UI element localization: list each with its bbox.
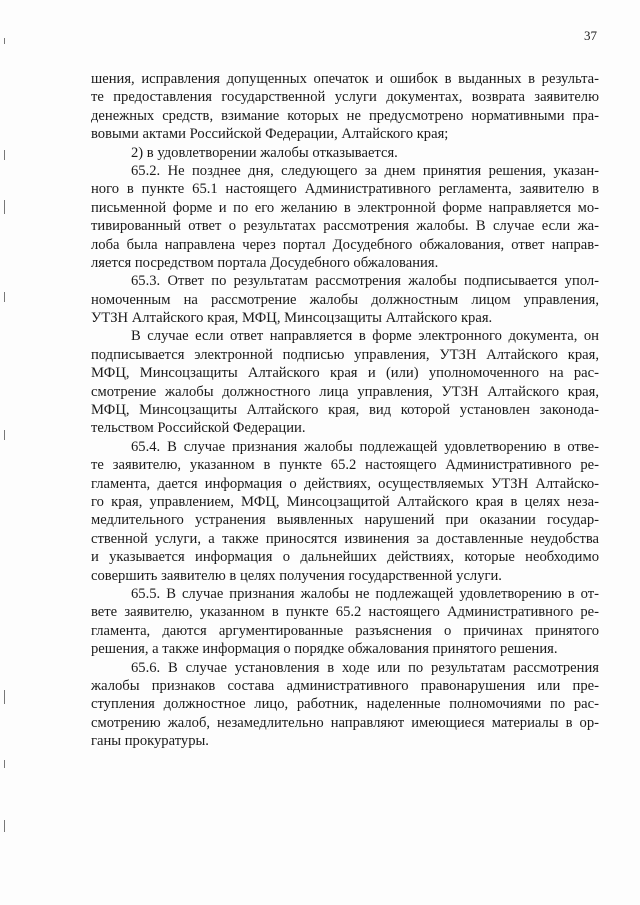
scan-margin-mark xyxy=(4,200,5,214)
text-line: гламента, даются аргументированные разъяснения о причинах принятого xyxy=(91,622,599,639)
text-line: го края, управлением, МФЦ, Минсоцзащитой Алтайского края в целях неза- xyxy=(91,493,599,510)
text-line: те предоставления государственной услуги документах, возврата заявителю xyxy=(91,89,599,106)
text-line: 65.3. Ответ по результатам рассмотрения жалобы подписывается упол- xyxy=(131,273,599,290)
text-line: вете заявителю, указанном в пункте 65.2 настоящего Административного ре- xyxy=(91,604,599,621)
text-line: тивированный ответ о результатах рассмотрения жалобы. В случае если жа- xyxy=(91,218,599,235)
text-line: медлительного устранения выявленных нарушений при оказании государ- xyxy=(91,512,599,529)
text-line: шения, исправления допущенных опечаток и ошибок в выданных в результа- xyxy=(91,71,599,87)
scan-margin-mark xyxy=(4,292,5,302)
text-line: подписывается электронной подписью управления, УТЗН Алтайского края, xyxy=(91,346,599,363)
text-line: ляется посредством портала Досудебного обжалования. xyxy=(91,254,439,271)
text-line: жалобы признаков состава административного правонарушения или пре- xyxy=(91,677,599,694)
text-line: 2) в удовлетворении жалобы отказывается. xyxy=(131,144,398,161)
text-line: ганы прокуратуры. xyxy=(91,733,209,750)
text-line: В случае если ответ направляется в форме электронного документа, он xyxy=(131,328,599,345)
text-line: 65.4. В случае признания жалобы подлежащей удовлетворению в отве- xyxy=(131,438,599,455)
text-line: МФЦ, Минсоцзащиты Алтайского края и (или) уполномоченного на рас- xyxy=(91,365,599,382)
scan-margin-mark xyxy=(4,690,5,704)
text-line: ступления должностное лицо, работник, наделенные полномочиями по рас- xyxy=(91,696,599,713)
text-line: МФЦ, Минсоцзащиты Алтайского края, вид которой установлен законода- xyxy=(91,402,599,419)
text-line: смотрение жалобы должностного лица управления, УТЗН Алтайского края, xyxy=(91,383,599,400)
text-line: совершить заявителю в целях получения государственной услуги. xyxy=(91,567,502,584)
scan-margin-mark xyxy=(4,150,5,160)
text-line: письменной форме и по его желанию в электронной форме направляется мо- xyxy=(91,199,599,216)
text-line: смотрению жалоб, незамедлительно направляют имеющиеся материалы в ор- xyxy=(91,714,599,731)
text-line: 65.5. В случае признания жалобы не подлежащей удовлетворению в от- xyxy=(131,585,599,602)
scan-margin-mark xyxy=(4,820,5,832)
text-line: ственной услуги, а также приносятся извинения за доставленные неудобства xyxy=(91,530,599,547)
text-line: УТЗН Алтайского края, МФЦ, Минсоцзащиты Алтайского края. xyxy=(91,310,493,327)
text-line: 65.6. В случае установления в ходе или по результатам рассмотрения xyxy=(131,659,599,676)
page-number: 37 xyxy=(584,28,597,43)
text-line: номоченным на рассмотрение жалобы должностным лицом управления, xyxy=(91,291,599,308)
text-line: 65.2. Не позднее дня, следующего за днем принятия решения, указан- xyxy=(131,162,599,179)
document-body-text xyxy=(91,70,599,750)
scan-margin-mark xyxy=(4,760,5,768)
scan-margin-mark xyxy=(4,38,5,44)
text-line: денежных средств, взимание которых не предусмотрено нормативными пра- xyxy=(91,107,599,124)
text-line: гламента, дается информация о действиях, осуществляемых УТЗН Алтайско- xyxy=(91,475,599,492)
text-line: лоба была направлена через портал Досудебного обжалования, ответ направ- xyxy=(91,236,599,253)
text-line: вовыми актами Российской Федерации, Алтайского края; xyxy=(91,126,449,143)
text-line: решения, а также информация о порядке обжалования принятого решения. xyxy=(91,641,558,658)
text-line: ного в пункте 65.1 настоящего Административного регламента, заявителю в xyxy=(91,181,599,198)
text-line: тельством Российской Федерации. xyxy=(91,420,306,437)
text-line: и указывается информация о дальнейших действиях, которые необходимо xyxy=(91,549,599,566)
text-line: те заявителю, указанном в пункте 65.2 настоящего Административного ре- xyxy=(91,457,599,474)
scan-margin-mark xyxy=(4,430,5,440)
